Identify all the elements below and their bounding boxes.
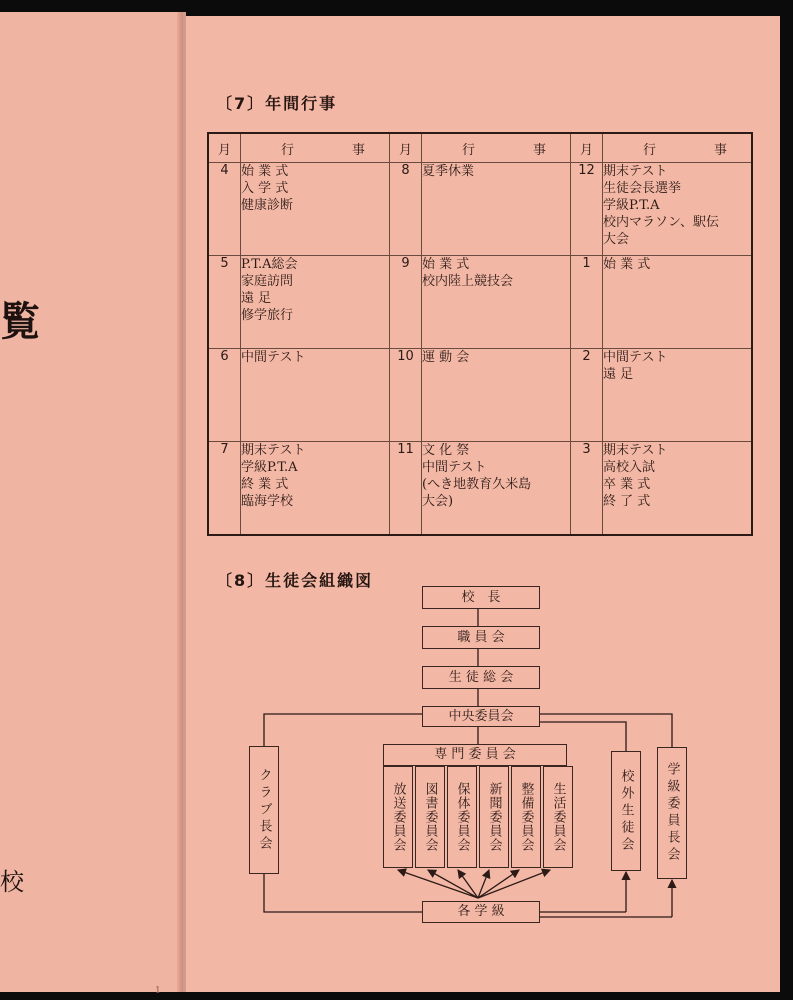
event-item: 遠 足 xyxy=(241,291,272,306)
central-committee-box: 中央委員会 xyxy=(422,706,540,727)
month-cell: 10 xyxy=(390,349,422,442)
committee-box: 生活委員会 xyxy=(543,766,573,868)
committee-box: 新聞委員会 xyxy=(479,766,509,868)
event-item: 文 化 祭 xyxy=(422,443,470,458)
month-cell: 7 xyxy=(208,442,241,536)
event-item: 中間テスト xyxy=(422,460,487,475)
event-item: 校内陸上競技会 xyxy=(422,274,514,289)
event-item: 期末テスト xyxy=(603,443,668,458)
event-item: P.T.A総会 xyxy=(241,257,298,272)
event-item: 家庭訪問 xyxy=(241,274,294,289)
event-item: 中間テスト xyxy=(241,350,306,365)
external-council-box: 校外生徒会 xyxy=(611,751,641,871)
event-item: 学級P.T.A xyxy=(241,460,298,475)
month-header: 月 xyxy=(208,133,241,163)
event-item: (へき地教育久米島 xyxy=(422,477,532,492)
club-council-box: クラブ長会 xyxy=(249,746,279,874)
month-cell: 12 xyxy=(571,163,603,256)
event-item: 大会) xyxy=(422,494,454,509)
month-cell: 8 xyxy=(390,163,422,256)
month-cell: 4 xyxy=(208,163,241,256)
event-item: 生徒会長選挙 xyxy=(603,181,682,196)
event-header: 行 事 xyxy=(422,133,571,163)
event-item: 大会 xyxy=(603,232,630,247)
event-item: 遠 足 xyxy=(603,367,634,382)
general-assembly-box: 生 徒 総 会 xyxy=(422,666,540,689)
event-item: 終 業 式 xyxy=(241,477,289,492)
org-chart-title: 〔8〕生徒会組織図 xyxy=(216,571,374,590)
committee-box: 放送委員会 xyxy=(383,766,413,868)
event-item: 終 了 式 xyxy=(603,494,651,509)
committee-group xyxy=(383,766,568,868)
event-item: 卒 業 式 xyxy=(603,477,651,492)
principal-box: 校 長 xyxy=(422,586,540,609)
event-item: 期末テスト xyxy=(241,443,306,458)
event-item: 修学旅行 xyxy=(241,308,294,323)
month-cell: 5 xyxy=(208,256,241,349)
month-cell: 3 xyxy=(571,442,603,536)
left-page-school-fragment: 校 xyxy=(0,868,24,896)
event-item: 始 業 式 xyxy=(241,164,289,179)
specialist-committee-header: 専 門 委 員 会 xyxy=(383,744,567,766)
event-item: 学級P.T.A xyxy=(603,198,660,213)
month-cell: 11 xyxy=(390,442,422,536)
event-item: 期末テスト xyxy=(603,164,668,179)
committee-box: 図書委員会 xyxy=(415,766,445,868)
event-item: 校内マラソン、駅伝 xyxy=(603,215,719,230)
staff-meeting-box: 職 員 会 xyxy=(422,626,540,649)
month-cell: 9 xyxy=(390,256,422,349)
classes-box: 各 学 級 xyxy=(422,901,540,923)
event-item: 夏季休業 xyxy=(422,164,475,179)
event-item: 運 動 会 xyxy=(422,350,470,365)
committee-box: 整備委員会 xyxy=(511,766,541,868)
event-item: 入 学 式 xyxy=(241,181,289,196)
event-item: 臨海学校 xyxy=(241,494,294,509)
month-cell: 2 xyxy=(571,349,603,442)
event-item: 始 業 式 xyxy=(422,257,470,272)
event-header: 行 事 xyxy=(241,133,390,163)
event-item: 始 業 式 xyxy=(603,257,651,272)
left-page-title-fragment: 覧 xyxy=(0,298,40,345)
committee-box: 保体委員会 xyxy=(447,766,477,868)
month-cell: 6 xyxy=(208,349,241,442)
event-item: 健康診断 xyxy=(241,198,294,213)
month-cell: 1 xyxy=(571,256,603,349)
event-header: 行 事 xyxy=(603,133,753,163)
annual-events-title: 〔7〕年間行事 xyxy=(216,94,338,113)
month-header: 月 xyxy=(571,133,603,163)
page-number: 1 xyxy=(155,986,161,996)
event-item: 中間テスト xyxy=(603,350,668,365)
month-header: 月 xyxy=(390,133,422,163)
event-item: 高校入試 xyxy=(603,460,656,475)
class-council-box: 学級委員長会 xyxy=(657,747,687,879)
